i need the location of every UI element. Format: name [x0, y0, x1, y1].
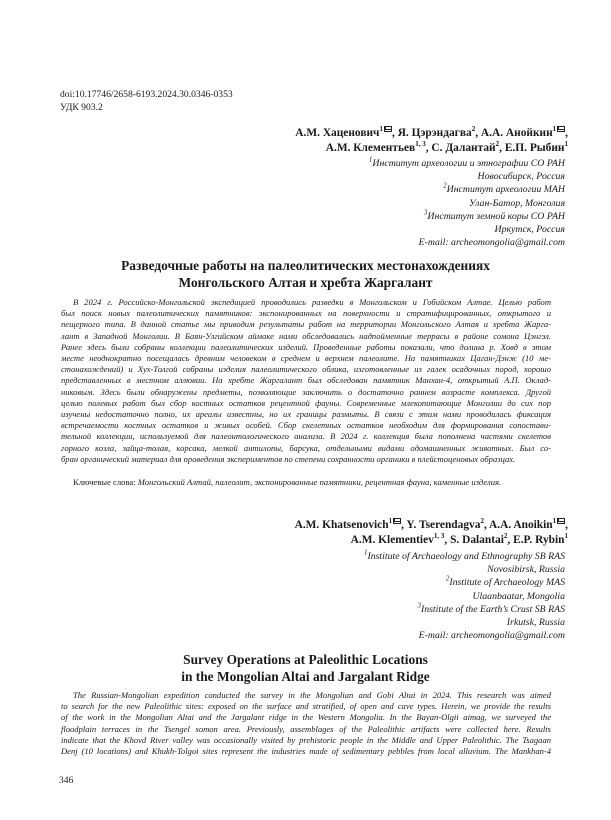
author-affil-sup: 2	[471, 125, 476, 134]
abstract-line: тельной коллекции, используемой для палеонтологического анализа. В 2024 г. коллекция была пополнена частями скелетов	[61, 431, 551, 442]
ru-keywords	[73, 477, 501, 488]
keywords-text: Монгольский Алтай, палеолит, экспонированные памятники, рецентная фауна, каменные изделия.	[137, 477, 502, 487]
affiliation-line	[364, 616, 565, 629]
abstract-line: пещерного типа. В данной статье мы приводим результаты работ на территории Монгольского Алтая и хребта Жарга-	[61, 319, 551, 330]
author-separator: ,	[565, 127, 568, 139]
affiliation-text: Институт археологии МАН	[446, 184, 565, 196]
author-affil-sup: 2	[495, 140, 500, 149]
author-separator: ,	[499, 142, 505, 154]
page-number: 346	[59, 775, 74, 786]
abstract-line: представленных в местном аллювии. На хребте Жаргалант был обследован памятник Манхан-4, открытый А.П. Оклад-	[61, 375, 551, 386]
ru-abstract	[61, 297, 551, 465]
author-name: А.М. Хаценович	[295, 127, 380, 139]
affiliation-sup: 1	[363, 548, 368, 557]
title-line: Survey Operations at Paleolithic Locations	[183, 652, 428, 667]
author-name: Е.П. Рыбин	[504, 142, 565, 154]
author-affil-sup: 1, 3	[415, 140, 426, 149]
affiliation-line	[369, 170, 565, 183]
affiliation-text: Institute of Archaeology MAS	[449, 577, 565, 589]
ru-authors	[295, 126, 568, 156]
author-name: С. Далантай	[431, 142, 496, 154]
affiliation-line	[369, 197, 565, 210]
affiliation-line	[369, 223, 565, 236]
author-separator: ,	[507, 534, 514, 546]
affiliation-line	[364, 550, 565, 563]
affiliation-line	[364, 590, 565, 603]
author-separator: ,	[401, 519, 407, 531]
abstract-line: indicate that the Khovd River valley was occasionally visited by prehistoric people in the Middle and Upper Paleolithic. The Tsagaan	[61, 734, 551, 745]
envelope-icon[interactable]	[557, 518, 565, 524]
author-separator: ,	[444, 534, 451, 546]
abstract-line: был поиск новых палеолитических памятников: экспонированных на поверхности и стратифицированных, открытого и	[61, 308, 551, 319]
affiliation-text: Institute of the Earth’s Crust SB RAS	[420, 603, 565, 615]
ru-title	[0, 257, 611, 291]
abstract-line: of the work in the Mongolian Altai and the Jargalant ridge in the Western Mongolia. In the Bayan-Olgii aimag, we surveyed the	[61, 712, 551, 723]
title-line: in the Mongolian Altai and Jargalant Ridge	[181, 669, 430, 684]
abstract-line: месте неоднократно посещалась древним человеком в среднем и верхнем палеолите. На памятниках Цаган-Дэнж (10 ме-	[61, 353, 551, 364]
author-affil-sup: 1	[564, 532, 568, 541]
affiliation-sup: 3	[417, 601, 421, 610]
affiliation-line	[364, 563, 565, 576]
author-name: А.М. Клементьев	[325, 142, 416, 154]
title-line: Монгольского Алтая и хребта Жаргалант	[178, 275, 433, 290]
affiliation-text: Institute of Archaeology and Ethnography SB RAS	[367, 551, 565, 562]
author-separator: ,	[391, 127, 398, 139]
author-name: Я. Цэрэндагва	[397, 127, 472, 139]
author-affil-sup: 1, 3	[433, 532, 445, 541]
author-affil-sup: 1	[564, 140, 568, 149]
affiliation-text: Институт археологии и этнографии СО РАН	[372, 158, 565, 169]
envelope-icon[interactable]	[384, 126, 392, 132]
affiliation-text: Иркутск, Россия	[494, 224, 565, 236]
affiliation-line	[364, 576, 565, 589]
author-separator: ,	[475, 127, 481, 139]
ru-affiliations	[369, 157, 565, 249]
abstract-line: floodplain terraces in the Tsengel somon area. Previously, assemblages of the Paleolithic artifacts were collected here. Results	[61, 723, 551, 734]
affiliation-text: Улан-Батор, Монголия	[469, 197, 565, 209]
ru-authors-line-1	[295, 126, 568, 141]
en-abstract	[61, 690, 551, 757]
author-name: A.A. Anoikin	[489, 519, 553, 531]
affiliation-sup: 3	[423, 208, 428, 217]
abstract-line: to search for the new Paleolithic sites: exposed on the surface and stratified, of open and cave types. Herein, we provide the results	[61, 701, 551, 712]
abstract-line: никовым. Здесь были обнаружены предметы, позволяющие заключить о достаточно раннем возрасте комплекса. Другой	[61, 386, 551, 397]
abstract-line: целью полевых работ был сбор костных остатков рецентной фауны. Современные млекопитающие Монголии до сих пор	[61, 397, 551, 408]
affiliation-line	[369, 183, 565, 196]
author-affil-sup: 2	[503, 532, 508, 541]
en-authors-line-2	[295, 533, 568, 548]
affiliation-text: Novosibirsk, Russia	[487, 564, 565, 576]
author-separator: ,	[565, 519, 568, 531]
affiliation-text: E-mail: archeomongolia@gmail.com	[418, 630, 565, 642]
abstract-line: встречаемости костных остатков и живых особей. Сбор скелетных остатков необходим для формирования сопостави-	[61, 420, 551, 431]
abstract-line: горного козла, зайца-толая, корсака, мелкой антилопы, барсука, отдельными видами одомашненных животных. Был со-	[61, 442, 551, 453]
abstract-line: стонахождений) и Хух-Толгой собраны изделия палеолитического облика, изготовленные из галек осадочных пород, хорошо	[61, 364, 551, 375]
author-name: A.M. Klementiev	[350, 534, 434, 546]
author-affil-sup: 2	[480, 517, 484, 526]
abstract-line: лант в Западной Монголии. В Баян-Улгийском аймаке нами обследовались надпойменные террасы в районе сомона Цэнгэл.	[61, 330, 551, 341]
affiliation-sup: 1	[368, 155, 373, 164]
envelope-icon[interactable]	[557, 126, 565, 132]
abstract-line: бран органический материал для проведения экспериментов по степени сохранности органики в плейстоценовых образцах.	[61, 453, 516, 464]
author-name: E.P. Rybin	[513, 534, 565, 546]
affiliation-sup: 2	[443, 182, 447, 191]
affiliation-line	[369, 236, 565, 249]
affiliation-text: Институт земной коры СО РАН	[427, 210, 565, 222]
affiliation-line	[369, 157, 565, 170]
author-name: А.А. Анойкин	[480, 127, 553, 139]
author-separator: ,	[425, 142, 432, 154]
affiliation-line	[364, 629, 565, 642]
author-name: A.M. Khatsenovich	[294, 519, 389, 531]
en-title	[0, 651, 611, 685]
affiliation-sup: 2	[445, 575, 450, 584]
author-affil-sup: 1	[388, 517, 393, 526]
author-affil-sup: 1	[552, 125, 557, 134]
abstract-line: Ранее здесь были собраны коллекции палеолитических изделий. Проведенные работы показали, что долина р. Ховд в этом	[61, 341, 551, 352]
abstract-line: изучены недостаточно полно, их ареалы известны, но их границы размыты. В связи с этим нами проводилась фиксация	[61, 409, 551, 420]
udk-code: УДК 903.2	[60, 102, 103, 113]
envelope-icon[interactable]	[393, 518, 401, 524]
affiliation-text: E-mail: archeomongolia@gmail.com	[418, 237, 565, 249]
en-authors	[295, 518, 568, 548]
affiliation-text: Irkutsk, Russia	[506, 617, 565, 629]
keywords-label: Ключевые слова:	[73, 477, 136, 487]
abstract-line: В 2024 г. Российско-Монгольской экспедицией проводились разведки в Монгольском и Гобийском Алтае. Целью работ	[73, 297, 551, 307]
author-name: Y. Tserendagva	[406, 519, 481, 531]
title-line: Разведочные работы на палеолитических местонахождениях	[121, 258, 490, 273]
author-affil-sup: 1	[552, 517, 557, 526]
en-authors-line-1	[295, 518, 568, 533]
author-name: S. Dalantai	[450, 534, 504, 546]
author-separator: ,	[483, 519, 490, 531]
ru-authors-line-2	[295, 141, 568, 156]
affiliation-text: Новосибирск, Россия	[477, 171, 565, 183]
abstract-line: The Russian-Mongolian expedition conducted the survey in the Mongolian and Gobi Altai in 2024. This research was aimed	[73, 690, 551, 700]
doi: doi:10.17746/2658-6193.2024.30.0346-0353	[60, 89, 233, 100]
affiliation-line	[369, 210, 565, 223]
affiliation-line	[364, 603, 565, 616]
abstract-line: Denj (10 locations) and Khukh-Tolgoi sites represent the industries made of sedimentary pebbles from local alluvium. The Mankhan-4	[61, 746, 551, 757]
author-affil-sup: 1	[379, 125, 383, 134]
en-affiliations	[364, 550, 565, 642]
affiliation-text: Ulaanbaatar, Mongolia	[472, 590, 565, 602]
